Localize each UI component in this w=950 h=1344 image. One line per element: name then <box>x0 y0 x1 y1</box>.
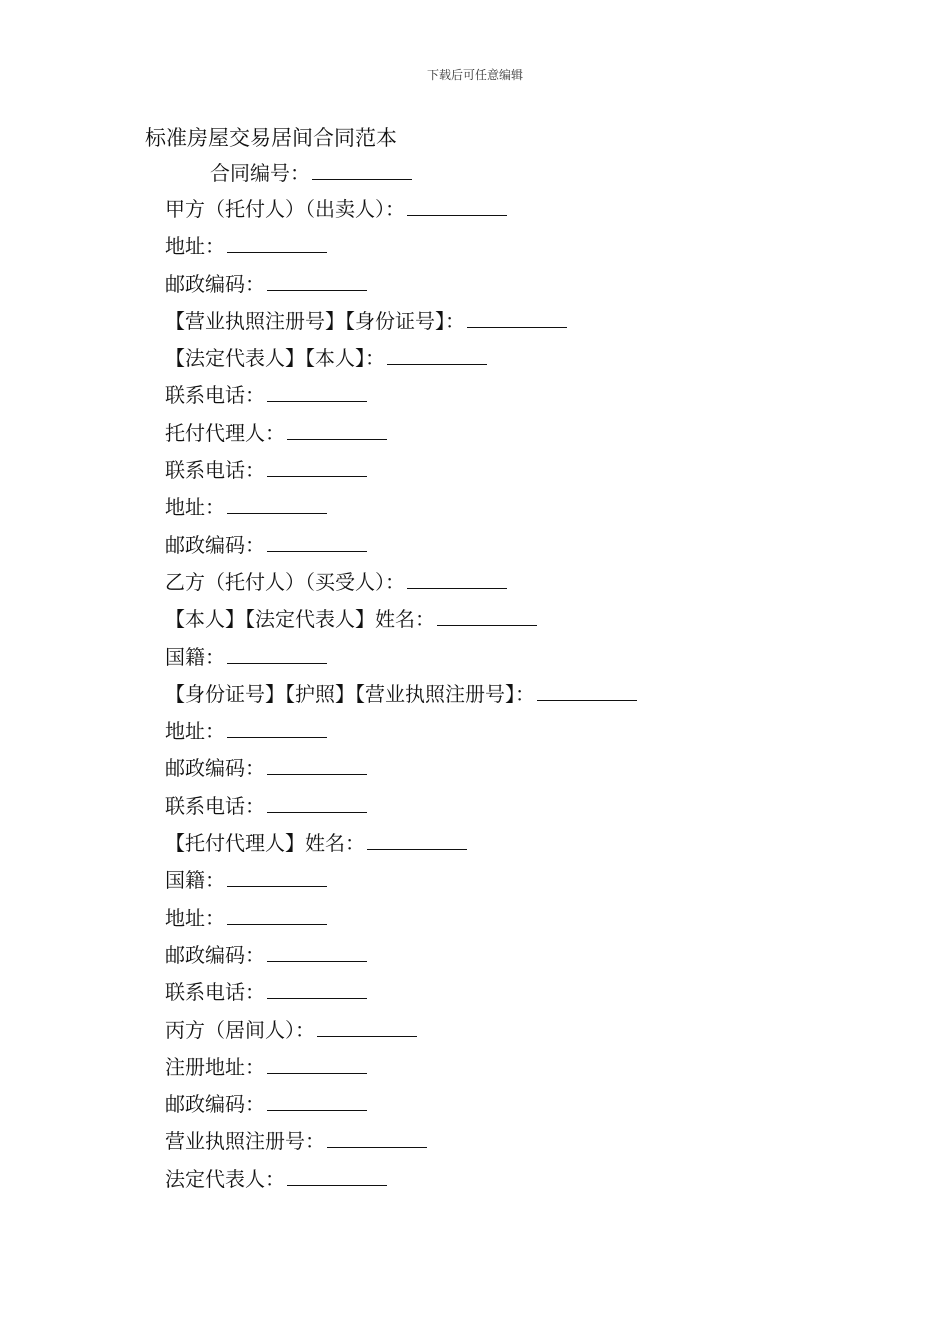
field-label: 丙方（居间人）： <box>165 1017 315 1042</box>
field-blank <box>467 309 567 328</box>
field-label: 【营业执照注册号】【身份证号】： <box>165 308 465 333</box>
field-blank <box>317 1018 417 1037</box>
field-label: 国籍： <box>165 644 225 669</box>
field-row <box>165 494 637 531</box>
field-label: 【法定代表人】【本人】： <box>165 346 385 371</box>
field-label: 托付代理人： <box>165 420 285 445</box>
field-row <box>165 532 637 569</box>
field-row <box>165 867 637 904</box>
field-label: 地址： <box>165 905 225 930</box>
field-label: 邮政编码： <box>165 271 265 296</box>
field-row <box>165 569 637 606</box>
field-blank <box>227 719 327 738</box>
field-blank <box>227 495 327 514</box>
contract-number-blank <box>312 161 412 180</box>
field-row <box>165 681 637 718</box>
field-row <box>165 1091 637 1128</box>
field-blank <box>367 831 467 850</box>
field-label: 联系电话： <box>165 458 265 483</box>
field-row <box>165 1166 637 1203</box>
field-row <box>165 830 637 867</box>
field-row <box>165 644 637 681</box>
field-blank <box>267 794 367 813</box>
field-blank <box>267 943 367 962</box>
field-blank <box>267 980 367 999</box>
field-label: 乙方（托付人）（买受人）： <box>165 569 405 594</box>
field-label: 国籍： <box>165 868 225 893</box>
document-title: 标准房屋交易居间合同范本 <box>145 126 397 150</box>
field-row <box>165 718 637 755</box>
field-blank <box>227 906 327 925</box>
field-row <box>165 606 637 643</box>
field-row <box>165 233 637 270</box>
field-label: 地址： <box>165 719 225 744</box>
field-row <box>165 420 637 457</box>
field-label: 邮政编码： <box>165 532 265 557</box>
field-label: 邮政编码： <box>165 756 265 781</box>
field-label: 地址： <box>165 495 225 520</box>
field-row <box>165 196 637 233</box>
page-header-note: 下载后可任意编辑 <box>426 68 523 82</box>
field-row <box>165 1054 637 1091</box>
field-label: 法定代表人： <box>165 1166 285 1191</box>
field-blank <box>227 234 327 253</box>
field-label: 联系电话： <box>165 383 265 408</box>
field-label: 【本人】【法定代表人】姓名： <box>165 607 435 632</box>
party-info-list <box>165 196 637 1203</box>
field-blank <box>407 570 507 589</box>
field-blank <box>387 346 487 365</box>
field-row <box>165 1128 637 1165</box>
field-label: 【身份证号】【护照】【营业执照注册号】： <box>165 681 535 706</box>
field-blank <box>227 868 327 887</box>
field-row <box>165 345 637 382</box>
field-blank <box>327 1129 427 1148</box>
field-blank <box>227 645 327 664</box>
field-blank <box>267 756 367 775</box>
field-blank <box>267 272 367 291</box>
field-blank <box>287 1167 387 1186</box>
field-blank <box>437 607 537 626</box>
field-blank <box>267 458 367 477</box>
field-blank <box>537 682 637 701</box>
field-label: 联系电话： <box>165 793 265 818</box>
field-label: 注册地址： <box>165 1054 265 1079</box>
field-label: 营业执照注册号： <box>165 1129 325 1154</box>
field-blank <box>267 1055 367 1074</box>
field-blank <box>267 383 367 402</box>
field-label: 联系电话： <box>165 980 265 1005</box>
field-blank <box>267 533 367 552</box>
contract-number-label: 合同编号： <box>210 161 310 185</box>
contract-number-field <box>210 160 412 186</box>
field-row <box>165 942 637 979</box>
field-row <box>165 457 637 494</box>
field-row <box>165 308 637 345</box>
field-row <box>165 1017 637 1054</box>
field-row <box>165 905 637 942</box>
field-label: 邮政编码： <box>165 1092 265 1117</box>
field-label: 邮政编码： <box>165 942 265 967</box>
field-label: 【托付代理人】姓名： <box>165 831 365 856</box>
field-row <box>165 755 637 792</box>
field-row <box>165 382 637 419</box>
field-row <box>165 793 637 830</box>
field-blank <box>407 197 507 216</box>
field-label: 甲方（托付人）（出卖人）： <box>165 197 405 221</box>
field-blank <box>287 421 387 440</box>
field-label: 地址： <box>165 234 225 259</box>
field-row <box>165 979 637 1016</box>
field-blank <box>267 1092 367 1111</box>
field-row <box>165 271 637 308</box>
